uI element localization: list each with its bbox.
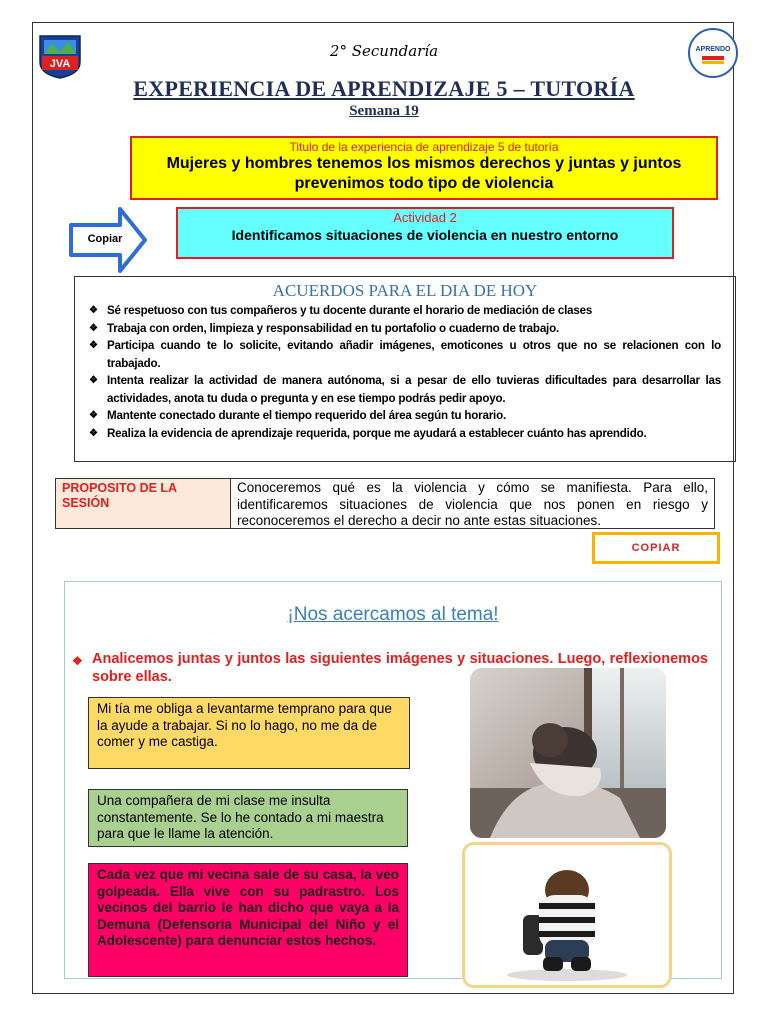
agreements-box xyxy=(74,276,736,462)
purpose-table xyxy=(55,478,715,529)
aprendo-logo xyxy=(688,28,738,78)
case-card-3: Cada vez que mi vecina sale de su casa, la veo golpeada. Ella vive con su padrastro. Los vecinos del barrio le han dicho que vaya a la Demuna (Defensoría Municipal del Niño y el Adolescente) para denunciar estos hechos. xyxy=(88,863,408,977)
diamond-bullet-icon: ❖ xyxy=(89,375,98,386)
activity-title: Identificamos situaciones de violencia en nuestro entorno xyxy=(231,227,619,243)
experience-label: Titulo de la experiencia de aprendizaje 5 de tutoría xyxy=(289,140,559,154)
list-item: ❖ Trabaja con orden, limpieza y responsabilidad en tu portafolio o cuaderno de trabajo. xyxy=(89,320,721,338)
diamond-bullet-icon: ❖ xyxy=(89,340,98,351)
diamond-bullet-icon: ❖ xyxy=(89,305,98,316)
list-item: ❖ Mantente conectado durante el tiempo requerido del área según tu horario. xyxy=(89,407,721,425)
copy-button[interactable]: COPIAR xyxy=(592,532,720,564)
activity-label: Actividad 2 xyxy=(393,210,457,225)
sad-child-photo xyxy=(462,842,672,988)
agreements-list xyxy=(89,302,721,442)
diamond-bullet-icon: ❖ xyxy=(89,410,98,421)
sad-person-photo xyxy=(470,668,666,838)
list-item: ❖ Realiza la evidencia de aprendizaje requerida, porque me ayudará a establecer cuánto has aprendido. xyxy=(89,425,721,443)
diamond-bullet-icon: ❖ xyxy=(72,654,83,668)
purpose-text: Conoceremos qué es la violencia y cómo se manifiesta. Para ello, identificaremos situaciones de violencia que nos ponen en riesgo y reconoceremos el derecho a decir no ante estas situaciones. xyxy=(237,480,708,528)
activity-box xyxy=(176,207,674,259)
page-title: EXPERIENCIA DE APRENDIZAJE 5 – TUTORÍA xyxy=(133,76,635,101)
svg-text:JVA: JVA xyxy=(49,58,71,70)
section-instruction: ❖ Analicemos juntas y juntos las siguientes imágenes y situaciones. Luego, reflexionemos sobre ellas. xyxy=(72,651,708,685)
diamond-bullet-icon: ❖ xyxy=(89,427,98,439)
week-label: Semana 19 xyxy=(349,103,419,119)
list-item: ❖ Participa cuando te lo solicite, evitando añadir imágenes, emoticones u otros que no se relacionen con lo trabajado. xyxy=(89,339,721,370)
purpose-label: PROPOSITO DE LA SESIÓN xyxy=(56,479,231,528)
experience-title-box xyxy=(130,136,718,200)
list-item: ❖ Sé respetuoso con tus compañeros y tu docente durante el horario de mediación de clases xyxy=(89,302,721,320)
agreements-title: ACUERDOS PARA EL DIA DE HOY xyxy=(272,281,538,300)
diamond-bullet-icon: ❖ xyxy=(89,322,98,334)
case-card-1: Mi tía me obliga a levantarme temprano para que la ayude a trabajar. Si no lo hago, no me da de comer y me castiga. xyxy=(88,697,410,769)
experience-title-line2: prevenimos todo tipo de violencia xyxy=(294,175,554,192)
case-card-2: Una compañera de mi clase me insulta constantemente. Se lo he contado a mi maestra para que le llame la atención. xyxy=(88,789,408,847)
list-item: ❖ Intenta realizar la actividad de manera autónoma, si a pesar de ello tuvieras dificultades para desarrollar las actividades, anota tu duda o pregunta y en ese tiempo podrás pedir apoyo. xyxy=(89,374,721,405)
section-title: ¡Nos acercamos al tema! xyxy=(287,604,499,625)
experience-title-line1: Mujeres y hombres tenemos los mismos derechos y juntas y juntos xyxy=(166,155,682,172)
copy-arrow-label[interactable]: Copiar xyxy=(87,233,123,245)
svg-text:APRENDO: APRENDO xyxy=(695,46,731,53)
grade-label: 2° Secundaría xyxy=(329,42,439,60)
